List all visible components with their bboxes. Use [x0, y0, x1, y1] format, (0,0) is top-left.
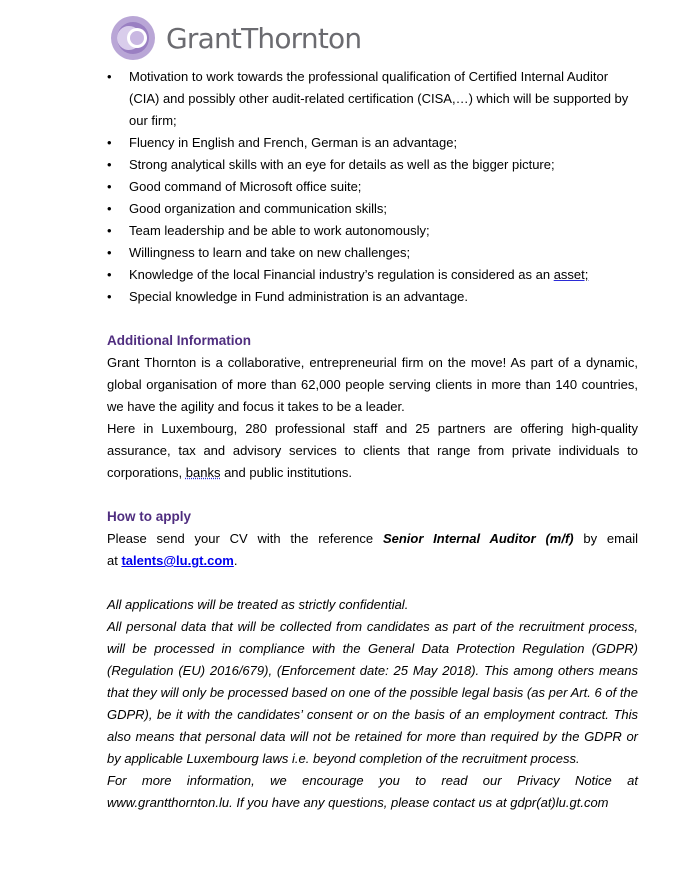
banks-word: banks [185, 465, 221, 480]
list-item-text: Good organization and communication skills; [129, 201, 387, 216]
apply-line-1 [107, 528, 638, 550]
list-item [107, 154, 638, 176]
list-item [107, 264, 638, 286]
additional-information-heading: Additional Information [107, 333, 251, 348]
list-item [107, 132, 638, 154]
list-item [107, 220, 638, 242]
list-item-text: Special knowledge in Fund administration is an advantage. [129, 289, 468, 304]
additional-paragraph-2 [107, 418, 638, 484]
list-item-text: Knowledge of the local Financial industry’s regulation is considered as an [129, 267, 554, 282]
logo-wordmark: GrantThornton [166, 21, 362, 55]
gdpr-note: All personal data that will be collected from candidates as part of the recruitment process, will be processed in compliance with the General Data Protection Regulation (GDPR) (Regulation (EU) 2016/679), (Enforcement date: 25 May 2018). This among others means that they will only be processed based on one of the possible legal basis (as per Art. 6 of the GDPR), be it with the candidates’ consent or on the basis of an employment contract. This also means that personal data will not be retained for more than required by the GDPR or by applicable Luxembourg laws i.e. beyond completion of the recruitment process. [107, 619, 638, 766]
bullet-icon [107, 242, 115, 264]
email-link[interactable]: talents@lu.gt.com [121, 553, 234, 568]
grant-thornton-logo [110, 14, 361, 62]
requirements-list [107, 66, 638, 308]
asset-word: asset; [553, 267, 589, 282]
list-item [107, 286, 638, 308]
bullet-icon [107, 66, 115, 88]
additional-paragraph-1: Grant Thornton is a collaborative, entrepreneurial firm on the move! As part of a dynamic, global organisation of more than 62,000 people serving clients in more than 140 countries, we have the agility and focus it takes to be a leader. [107, 355, 638, 414]
document-body [107, 66, 638, 814]
how-to-apply-heading: How to apply [107, 509, 191, 524]
list-item [107, 176, 638, 198]
list-item [107, 66, 638, 132]
grant-thornton-logo-mark-icon [110, 15, 156, 61]
list-item [107, 198, 638, 220]
bullet-icon [107, 264, 115, 286]
apply-period: . [233, 553, 238, 568]
list-item-text: Good command of Microsoft office suite; [129, 179, 362, 194]
apply-reference: Senior Internal Auditor (m/f) [382, 531, 574, 546]
list-item-text: Strong analytical skills with an eye for details as well as the bigger picture; [129, 157, 555, 172]
bullet-icon [107, 220, 115, 242]
apply-text: Please send your CV with the reference [107, 531, 383, 546]
list-item-text: Motivation to work towards the professional qualification of Certified Internal Auditor (CIA) and possibly other audit-related certification (CISA,…) which will be supported by our firm; [129, 69, 629, 128]
confidential-note: All applications will be treated as strictly confidential. [107, 597, 409, 612]
list-item-text: Fluency in English and French, German is an advantage; [129, 135, 458, 150]
list-item-text: Willingness to learn and take on new challenges; [129, 245, 411, 260]
apply-line-2 [107, 550, 638, 572]
list-item-text: Team leadership and be able to work autonomously; [129, 223, 430, 238]
bullet-icon [107, 176, 115, 198]
bullet-icon [107, 154, 115, 176]
additional-paragraph-2-text: Here in Luxembourg, 280 professional staff and 25 partners are offering high-quality assurance, tax and advisory services to clients that range from private individuals to corporations, [107, 421, 638, 480]
privacy-note: For more information, we encourage you to read our Privacy Notice at www.grantthornton.lu. If you have any questions, please contact us at gdpr(at)lu.gt.com [107, 773, 638, 810]
additional-paragraph-2-end: and public institutions. [220, 465, 352, 480]
list-item [107, 242, 638, 264]
bullet-icon [107, 286, 115, 308]
apply-at: at [107, 553, 122, 568]
apply-text-email: by email [573, 531, 638, 546]
bullet-icon [107, 132, 115, 154]
bullet-icon [107, 198, 115, 220]
